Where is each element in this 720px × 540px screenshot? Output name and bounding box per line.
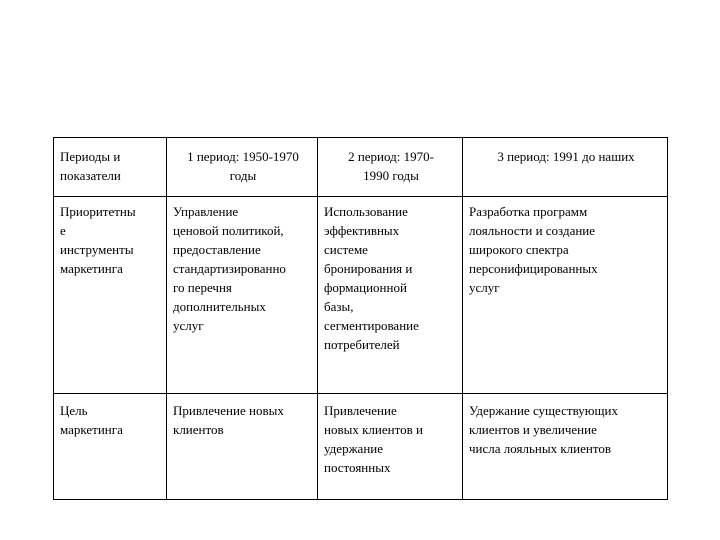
period-1-cell (167, 394, 318, 500)
period-1-text: Управление ценовой политикой, предоставление стандартизированно го перечня дополнительных услуг (173, 204, 286, 333)
period-2-text: Привлечение новых клиентов и удержание постоянных (324, 403, 423, 475)
header-cell-period-3 (463, 138, 668, 197)
row-label-cell (54, 197, 167, 394)
period-2-cell (318, 197, 463, 394)
header-cell-period-2 (318, 138, 463, 197)
period-2-cell (318, 394, 463, 500)
periods-table (53, 137, 668, 500)
header-period-2-text: 2 период: 1970- 1990 годы (348, 149, 434, 183)
row-label-text: Приоритетны е инструменты маркетинга (60, 204, 136, 276)
header-period-3-text: 3 период: 1991 до наших (497, 149, 635, 164)
row-label-text: Цель маркетинга (60, 403, 123, 437)
header-indicators-text: Периоды и показатели (60, 149, 121, 183)
period-1-text: Привлечение новых клиентов (173, 403, 284, 437)
header-cell-indicators (54, 138, 167, 197)
period-2-text: Использование эффективных системе бронирования и формационной базы, сегментирование потребителей (324, 204, 419, 352)
period-3-cell (463, 197, 668, 394)
header-period-1-text: 1 период: 1950-1970 годы (187, 149, 299, 183)
table-header-row (54, 138, 668, 197)
period-3-text: Удержание существующих клиентов и увеличение числа лояльных клиентов (469, 403, 618, 456)
table-row-marketing-goal (54, 394, 668, 500)
row-label-cell (54, 394, 167, 500)
table-row-marketing-tools (54, 197, 668, 394)
period-3-text: Разработка программ лояльности и создание широкого спектра персонифицированных услуг (469, 204, 598, 295)
header-cell-period-1 (167, 138, 318, 197)
period-1-cell (167, 197, 318, 394)
period-3-cell (463, 394, 668, 500)
